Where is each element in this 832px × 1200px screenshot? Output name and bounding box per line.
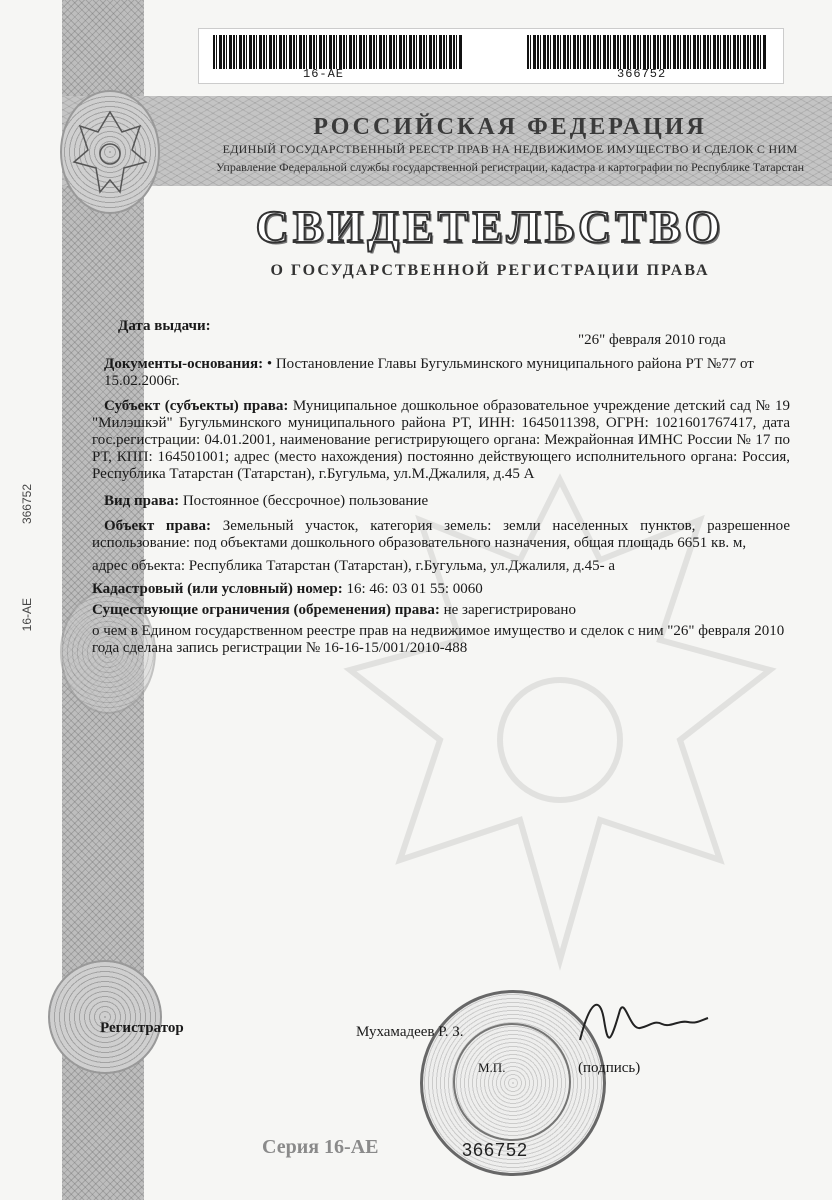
seal-place-label: М.П. xyxy=(478,1060,506,1075)
series-label: Серия 16-АЕ xyxy=(262,1136,379,1158)
object-address-row xyxy=(92,558,790,575)
docs-row xyxy=(92,356,790,390)
issue-date-row xyxy=(92,316,790,350)
series-number: 366752 xyxy=(462,1140,529,1160)
issue-date-label: Дата выдачи: xyxy=(118,318,211,334)
country-title: РОССИЙСКАЯ ФЕДЕРАЦИЯ xyxy=(313,114,707,140)
authority-name: Управление Федеральной службы государственной регистрации, кадастра и картографии по Республике Татарстан xyxy=(215,160,805,174)
docs-label: Документы-основания: xyxy=(104,356,264,372)
bottom-rosette xyxy=(48,960,162,1074)
certificate-body xyxy=(92,316,790,657)
barcode-left-code: 16-AE xyxy=(303,67,345,81)
subject-row xyxy=(92,398,790,483)
cadastral-label: Кадастровый (или условный) номер: xyxy=(92,581,343,597)
emblem-rosette xyxy=(60,90,160,214)
right-type-value: Постоянное (бессрочное) пользование xyxy=(182,493,429,509)
side-series: 16-АЕ xyxy=(20,598,34,632)
object-row xyxy=(92,518,790,552)
docs-value: • Постановление Главы Бугульминского муниципального района РТ №77 от 15.02.2006г. xyxy=(104,356,754,389)
certificate-title: СВИДЕТЕЛЬСТВО xyxy=(255,201,725,252)
object-label: Объект права: xyxy=(104,518,212,534)
right-type-label: Вид права: xyxy=(104,493,180,509)
barcode-right-number: 366752 xyxy=(617,67,667,81)
registry-record: о чем в Едином государственном реестре прав на недвижимое имущество и сделок с ним "26" февраля 2010 года сделана запись регистрации № 16-16-15/001/2010-488 xyxy=(92,623,785,656)
barcode-left xyxy=(213,35,463,69)
restrictions-value: не зарегистрировано xyxy=(443,602,576,618)
object-value: Земельный участок, категория земель: земли населенных пунктов, разрешенное использование: под объектами дошкольного образовательного назначения, общая площадь 6651 кв. м, xyxy=(92,518,790,551)
subject-value: Муниципальное дошкольное образовательное учреждение детский сад № 19 "Милэшкэй" Бугульминского муниципального района РТ, ИНН: 1645011398, ОГРН: 1021601767417, дата гос.регистрации: 04.01.2001, наименование регистрирующего органа: Межрайонная ИМНС России № 17 по РТ, КПП: 164501001; адрес (место нахождения) постоянно действующего исполнительного органа: Россия, Республика Татарстан (Татарстан), г.Бугульма, ул.М.Джалиля, д.45 А xyxy=(92,398,791,482)
restrictions-row xyxy=(92,602,790,619)
right-type-row xyxy=(92,493,790,510)
certificate-subtitle: О ГОСУДАРСТВЕННОЙ РЕГИСТРАЦИИ ПРАВА xyxy=(270,262,710,279)
subject-label: Субъект (субъекты) права: xyxy=(104,398,289,414)
stamp-emblem-icon xyxy=(453,1023,571,1141)
cadastral-value: 16: 46: 03 01 55: 0060 xyxy=(346,581,483,597)
object-address: адрес объекта: Республика Татарстан (Татарстан), г.Бугульма, ул.Джалиля, д.45- а xyxy=(92,558,615,574)
coat-of-arms-icon xyxy=(62,92,158,212)
issue-date-value: "26" февраля 2010 года xyxy=(578,332,726,348)
cadastral-row xyxy=(92,581,790,598)
handwritten-signature xyxy=(570,990,710,1050)
barcode-panel xyxy=(198,28,784,84)
registrar-name: Мухамадеев Р. З. xyxy=(356,1024,464,1040)
restrictions-label: Существующие ограничения (обременения) права: xyxy=(92,602,440,618)
side-number: 366752 xyxy=(20,484,34,525)
registrar-label: Регистратор xyxy=(100,1020,184,1036)
registry-name: ЕДИНЫЙ ГОСУДАРСТВЕННЫЙ РЕЕСТР ПРАВ НА НЕДВИЖИМОЕ ИМУЩЕСТВО И СДЕЛОК С НИМ xyxy=(222,142,798,156)
signature-caption: (подпись) xyxy=(578,1060,641,1076)
barcode-right xyxy=(527,35,767,69)
